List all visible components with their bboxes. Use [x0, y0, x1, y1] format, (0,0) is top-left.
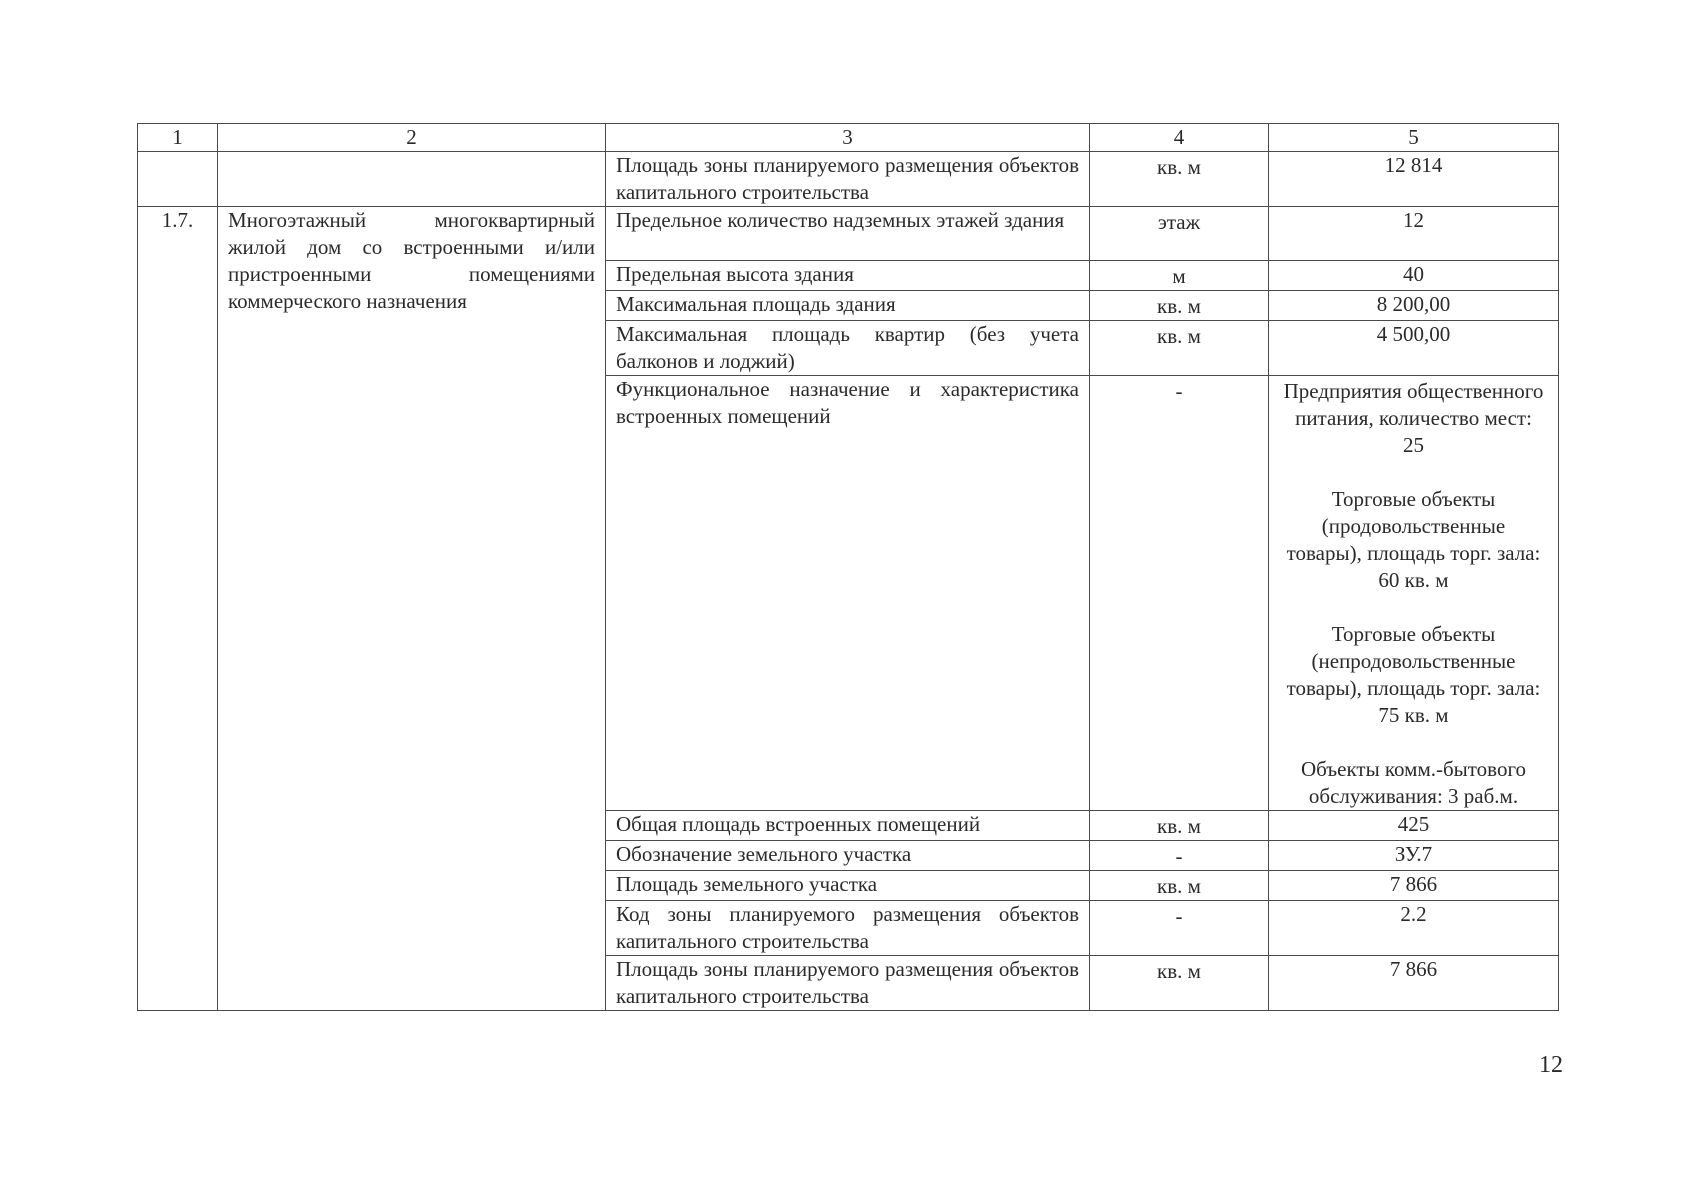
param-cell: Предельная высота здания	[606, 261, 1090, 291]
unit-cell: этаж	[1090, 207, 1269, 261]
unit-cell: -	[1090, 901, 1269, 956]
parameters-table	[137, 123, 1559, 1011]
table-header-row	[138, 124, 1559, 152]
unit-cell: кв. м	[1090, 291, 1269, 321]
value-cell: 12 814	[1269, 152, 1559, 207]
item-name: Многоэтажный многоквартирный жилой дом со встроенными и/или пристроенными помещениями коммерческого назначения	[218, 207, 606, 1011]
unit-cell: м	[1090, 261, 1269, 291]
column-header: 3	[606, 124, 1090, 152]
value-paragraph: Объекты комм.-бытового обслуживания: 3 раб.м.	[1300, 757, 1527, 808]
unit-cell: кв. м	[1090, 956, 1269, 1011]
param-cell: Функциональное назначение и характеристика встроенных помещений	[606, 376, 1090, 811]
param-cell: Предельное количество надземных этажей здания	[606, 207, 1090, 261]
value-cell: 2.2	[1269, 901, 1559, 956]
param-cell: Максимальная площадь здания	[606, 291, 1090, 321]
param-cell: Код зоны планируемого размещения объектов капитального строительства	[606, 901, 1090, 956]
value-cell: 8 200,00	[1269, 291, 1559, 321]
param-cell: Площадь зоны планируемого размещения объектов капитального строительства	[606, 956, 1090, 1011]
unit-cell: кв. м	[1090, 152, 1269, 207]
item-number: 1.7.	[138, 207, 218, 1011]
param-cell: Общая площадь встроенных помещений	[606, 811, 1090, 841]
column-header: 4	[1090, 124, 1269, 152]
unit-cell: -	[1090, 376, 1269, 811]
value-paragraph: Предприятия общественного питания, количество мест: 25	[1283, 379, 1544, 457]
column-header: 2	[218, 124, 606, 152]
unit-cell: кв. м	[1090, 321, 1269, 376]
value-paragraph: Торговые объекты (непродовольственные товары), площадь торг. зала: 75 кв. м	[1286, 622, 1541, 727]
param-cell: Максимальная площадь квартир (без учета балконов и лоджий)	[606, 321, 1090, 376]
empty-cell	[218, 152, 606, 207]
table-row	[138, 152, 1559, 207]
param-cell: Площадь земельного участка	[606, 871, 1090, 901]
column-header: 5	[1269, 124, 1559, 152]
value-cell: 7 866	[1269, 871, 1559, 901]
table-row	[138, 207, 1559, 261]
value-cell: 7 866	[1269, 956, 1559, 1011]
value-cell: 40	[1269, 261, 1559, 291]
page-number: 12	[1539, 1052, 1563, 1078]
param-cell: Обозначение земельного участка	[606, 841, 1090, 871]
value-paragraph: Торговые объекты (продовольственные товары), площадь торг. зала: 60 кв. м	[1286, 487, 1541, 592]
value-cell: 12	[1269, 207, 1559, 261]
value-cell	[1269, 376, 1559, 811]
value-cell: 4 500,00	[1269, 321, 1559, 376]
unit-cell: -	[1090, 841, 1269, 871]
value-cell: ЗУ.7	[1269, 841, 1559, 871]
column-header: 1	[138, 124, 218, 152]
param-cell: Площадь зоны планируемого размещения объектов капитального строительства	[606, 152, 1090, 207]
unit-cell: кв. м	[1090, 871, 1269, 901]
value-cell: 425	[1269, 811, 1559, 841]
unit-cell: кв. м	[1090, 811, 1269, 841]
empty-cell	[138, 152, 218, 207]
